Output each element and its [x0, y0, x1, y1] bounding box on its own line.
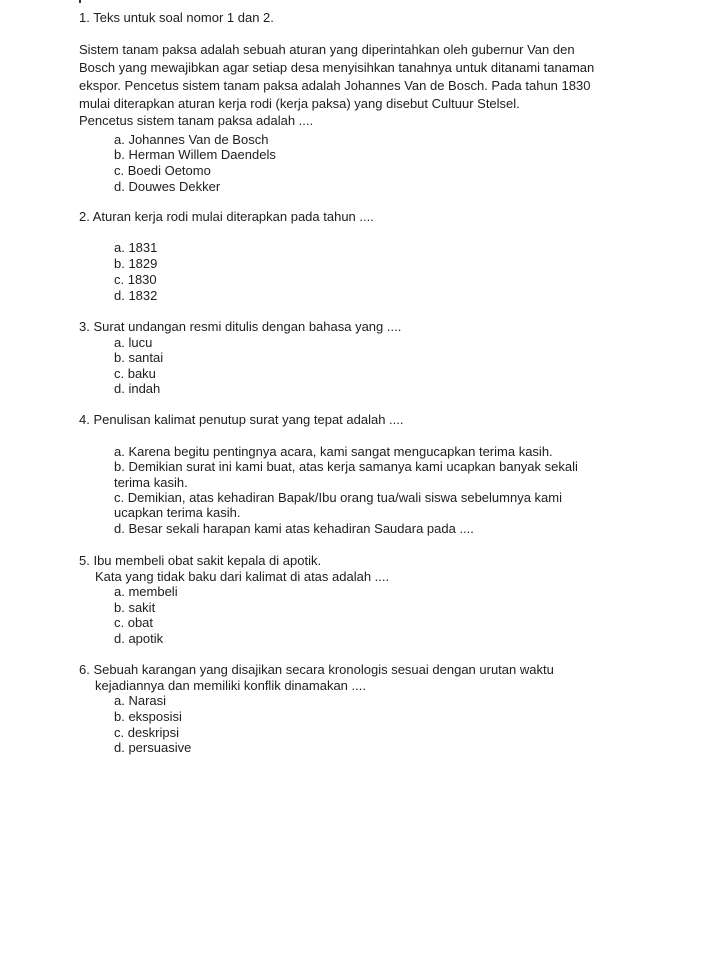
- passage-line: mulai diterapkan aturan kerja rodi (kerja paksa) yang disebut Cultuur Stelsel.: [79, 96, 520, 111]
- option: d. apotik: [114, 631, 164, 646]
- option: a. 1831: [114, 240, 158, 255]
- option: d. Besar sekali harapan kami atas kehadiran Saudara pada ....: [114, 521, 474, 536]
- option-continuation: ucapkan terima kasih.: [114, 505, 241, 520]
- question-3: 3. Surat undangan resmi ditulis dengan bahasa yang ....: [79, 319, 402, 334]
- option: b. santai: [114, 350, 164, 365]
- option: a. Narasi: [114, 693, 167, 708]
- option: a. lucu: [114, 335, 153, 350]
- passage-line: Sistem tanam paksa adalah sebuah aturan yang diperintahkan oleh gubernur Van den: [79, 42, 575, 57]
- option: d. 1832: [114, 288, 158, 303]
- option: a. membeli: [114, 584, 178, 599]
- option: b. Demikian surat ini kami buat, atas kerja samanya kami ucapkan banyak sekali: [114, 459, 578, 474]
- option: d. persuasive: [114, 740, 192, 755]
- passage-line: Bosch yang mewajibkan agar setiap desa menyisihkan tanahnya untuk ditanami tanaman: [79, 60, 595, 75]
- option: b. Herman Willem Daendels: [114, 147, 276, 162]
- question-1: Pencetus sistem tanam paksa adalah ....: [79, 113, 314, 128]
- option: c. obat: [114, 615, 154, 630]
- question-6: 6. Sebuah karangan yang disajikan secara kronologis sesuai dengan urutan waktu: [79, 662, 554, 677]
- option: d. Douwes Dekker: [114, 179, 221, 194]
- passage-line: ekspor. Pencetus sistem tanam paksa adalah Johannes Van de Bosch. Pada tahun 1830: [79, 78, 591, 93]
- option: c. Demikian, atas kehadiran Bapak/Ibu orang tua/wali siswa sebelumnya kami: [114, 490, 563, 505]
- scan-mark: [79, 0, 81, 3]
- option: c. baku: [114, 366, 156, 381]
- option: c. deskripsi: [114, 725, 180, 740]
- option: b. 1829: [114, 256, 158, 271]
- question-5: 5. Ibu membeli obat sakit kepala di apotik.: [79, 553, 322, 568]
- option: b. eksposisi: [114, 709, 182, 724]
- question-6-sub: kejadiannya dan memiliki konflik dinamakan ....: [95, 678, 366, 693]
- option: a. Karena begitu pentingnya acara, kami sangat mengucapkan terima kasih.: [114, 444, 553, 459]
- option: c. Boedi Oetomo: [114, 163, 211, 178]
- option: c. 1830: [114, 272, 157, 287]
- question-2: 2. Aturan kerja rodi mulai diterapkan pada tahun ....: [79, 209, 374, 224]
- option: b. sakit: [114, 600, 156, 615]
- option: d. indah: [114, 381, 161, 396]
- heading: 1. Teks untuk soal nomor 1 dan 2.: [79, 10, 274, 25]
- option: a. Johannes Van de Bosch: [114, 132, 269, 147]
- question-5-sub: Kata yang tidak baku dari kalimat di atas adalah ....: [95, 569, 390, 584]
- question-4: 4. Penulisan kalimat penutup surat yang tepat adalah ....: [79, 412, 404, 427]
- option-continuation: terima kasih.: [114, 475, 188, 490]
